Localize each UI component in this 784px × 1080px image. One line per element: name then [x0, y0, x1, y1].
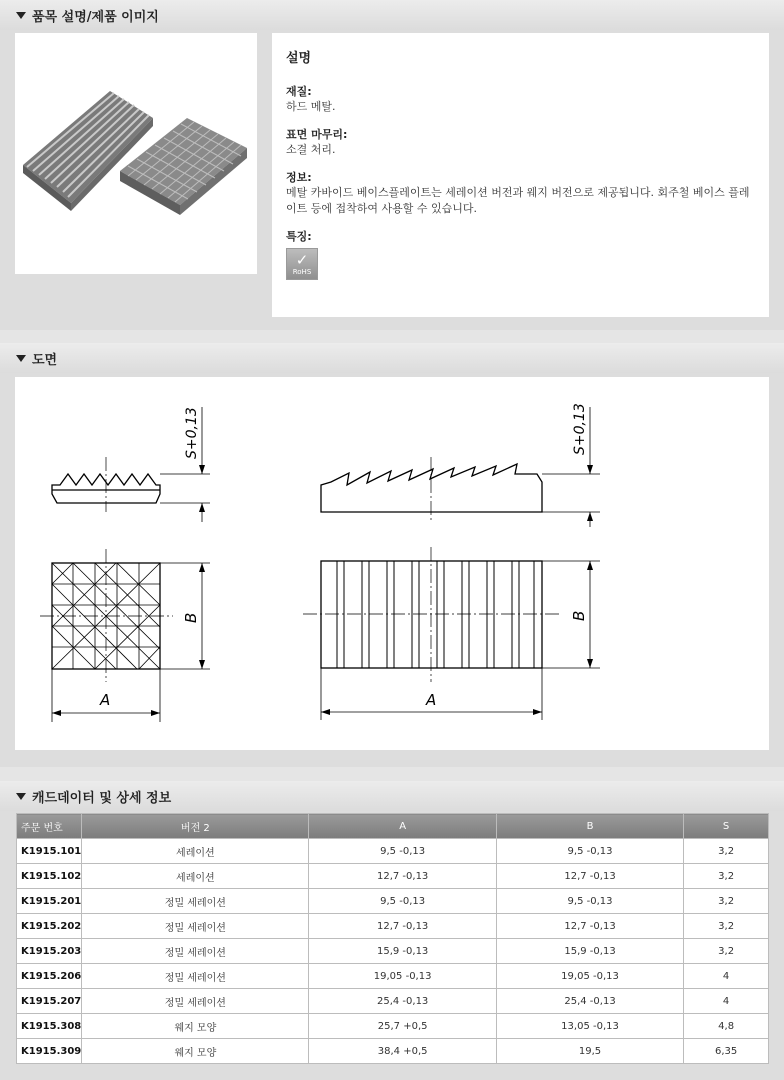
- technical-drawing: [15, 377, 769, 750]
- collapse-triangle-icon: [16, 12, 26, 19]
- table-row[interactable]: [17, 914, 769, 939]
- a-cell: 12,7 -0,13: [309, 864, 496, 889]
- tolerance-label-right: S+0,13: [572, 403, 588, 455]
- s-cell: 3,2: [684, 864, 769, 889]
- cad-data-table: [16, 813, 769, 1064]
- version-cell: 정밀 세레이션: [82, 914, 309, 939]
- version-cell: 정밀 세레이션: [82, 889, 309, 914]
- b-cell: 12,7 -0,13: [496, 864, 683, 889]
- info-value: 메탈 카바이드 베이스플레이트는 세레이션 버전과 웨지 버전으로 제공됩니다. 회주철 베이스 플레이트 등에 접착하여 사용할 수 있습니다.: [286, 186, 750, 215]
- order-number-cell[interactable]: K1915.201: [17, 889, 82, 914]
- product-image-panel: [15, 33, 257, 274]
- s-cell: 3,2: [684, 914, 769, 939]
- s-cell: 3,2: [684, 839, 769, 864]
- cad-section-title: 캐드데이터 및 상세 정보: [32, 790, 172, 806]
- a-cell: 19,05 -0,13: [309, 964, 496, 989]
- s-cell: 4: [684, 989, 769, 1014]
- b-cell: 25,4 -0,13: [496, 989, 683, 1014]
- table-header-row: [17, 814, 769, 839]
- table-row[interactable]: [17, 864, 769, 889]
- dimension-b-right: B: [570, 610, 588, 621]
- description-section-header[interactable]: [0, 0, 784, 30]
- collapse-triangle-icon: [16, 793, 26, 800]
- version-cell: 웨지 모양: [82, 1014, 309, 1039]
- product-image: [15, 33, 257, 274]
- table-row[interactable]: [17, 964, 769, 989]
- b-cell: 19,5: [496, 1039, 683, 1064]
- order-number-cell[interactable]: K1915.203: [17, 939, 82, 964]
- material-value: 하드 메탈.: [286, 100, 336, 113]
- finish-value: 소결 처리.: [286, 143, 336, 156]
- order-number-cell[interactable]: K1915.308: [17, 1014, 82, 1039]
- order-number-cell[interactable]: K1915.207: [17, 989, 82, 1014]
- description-heading: 설명: [286, 51, 312, 66]
- order-number-cell[interactable]: K1915.101: [17, 839, 82, 864]
- order-number-cell[interactable]: K1915.206: [17, 964, 82, 989]
- dimension-b-left: B: [182, 612, 200, 623]
- feature-label: 특징:: [286, 230, 312, 243]
- table-row[interactable]: [17, 889, 769, 914]
- table-row[interactable]: [17, 839, 769, 864]
- table-row[interactable]: [17, 1039, 769, 1064]
- a-cell: 25,4 -0,13: [309, 989, 496, 1014]
- column-header-a[interactable]: A: [309, 814, 496, 839]
- version-cell: 세레이션: [82, 839, 309, 864]
- rohs-label: RoHS: [292, 267, 312, 276]
- table-row[interactable]: [17, 939, 769, 964]
- a-cell: 9,5 -0,13: [309, 839, 496, 864]
- version-cell: 정밀 세레이션: [82, 964, 309, 989]
- a-cell: 15,9 -0,13: [309, 939, 496, 964]
- material-label: 재질:: [286, 85, 312, 98]
- a-cell: 12,7 -0,13: [309, 914, 496, 939]
- b-cell: 9,5 -0,13: [496, 839, 683, 864]
- s-cell: 3,2: [684, 939, 769, 964]
- b-cell: 19,05 -0,13: [496, 964, 683, 989]
- order-number-cell[interactable]: K1915.202: [17, 914, 82, 939]
- a-cell: 25,7 +0,5: [309, 1014, 496, 1039]
- info-label: 정보:: [286, 171, 312, 184]
- version-cell: 정밀 세레이션: [82, 939, 309, 964]
- dimension-a-left: A: [100, 691, 111, 709]
- collapse-triangle-icon: [16, 355, 26, 362]
- cad-section-header[interactable]: [0, 781, 784, 811]
- version-cell: 웨지 모양: [82, 1039, 309, 1064]
- order-number-cell[interactable]: K1915.309: [17, 1039, 82, 1064]
- finish-label: 표면 마무리:: [286, 128, 348, 141]
- b-cell: 12,7 -0,13: [496, 914, 683, 939]
- version-cell: 세레이션: [82, 864, 309, 889]
- s-cell: 3,2: [684, 889, 769, 914]
- tolerance-label-left: S+0,13: [184, 407, 200, 459]
- check-icon: ✓: [295, 250, 309, 269]
- description-section-title: 품목 설명/제품 이미지: [32, 9, 159, 25]
- b-cell: 15,9 -0,13: [496, 939, 683, 964]
- s-cell: 4: [684, 964, 769, 989]
- drawing-panel: [15, 377, 769, 750]
- table-row[interactable]: [17, 989, 769, 1014]
- drawing-section-header[interactable]: [0, 343, 784, 373]
- column-header-s[interactable]: S: [684, 814, 769, 839]
- b-cell: 9,5 -0,13: [496, 889, 683, 914]
- drawing-section-title: 도면: [32, 352, 58, 368]
- column-header-version[interactable]: 버전 2: [82, 814, 309, 839]
- version-cell: 정밀 세레이션: [82, 989, 309, 1014]
- a-cell: 38,4 +0,5: [309, 1039, 496, 1064]
- rohs-badge: [286, 248, 318, 280]
- column-header-b[interactable]: B: [496, 814, 683, 839]
- s-cell: 4,8: [684, 1014, 769, 1039]
- description-panel: [272, 33, 769, 317]
- table-row[interactable]: [17, 1014, 769, 1039]
- column-header-order-number[interactable]: 주문 번호: [17, 814, 82, 839]
- b-cell: 13,05 -0,13: [496, 1014, 683, 1039]
- order-number-cell[interactable]: K1915.102: [17, 864, 82, 889]
- dimension-a-right: A: [426, 691, 437, 709]
- s-cell: 6,35: [684, 1039, 769, 1064]
- a-cell: 9,5 -0,13: [309, 889, 496, 914]
